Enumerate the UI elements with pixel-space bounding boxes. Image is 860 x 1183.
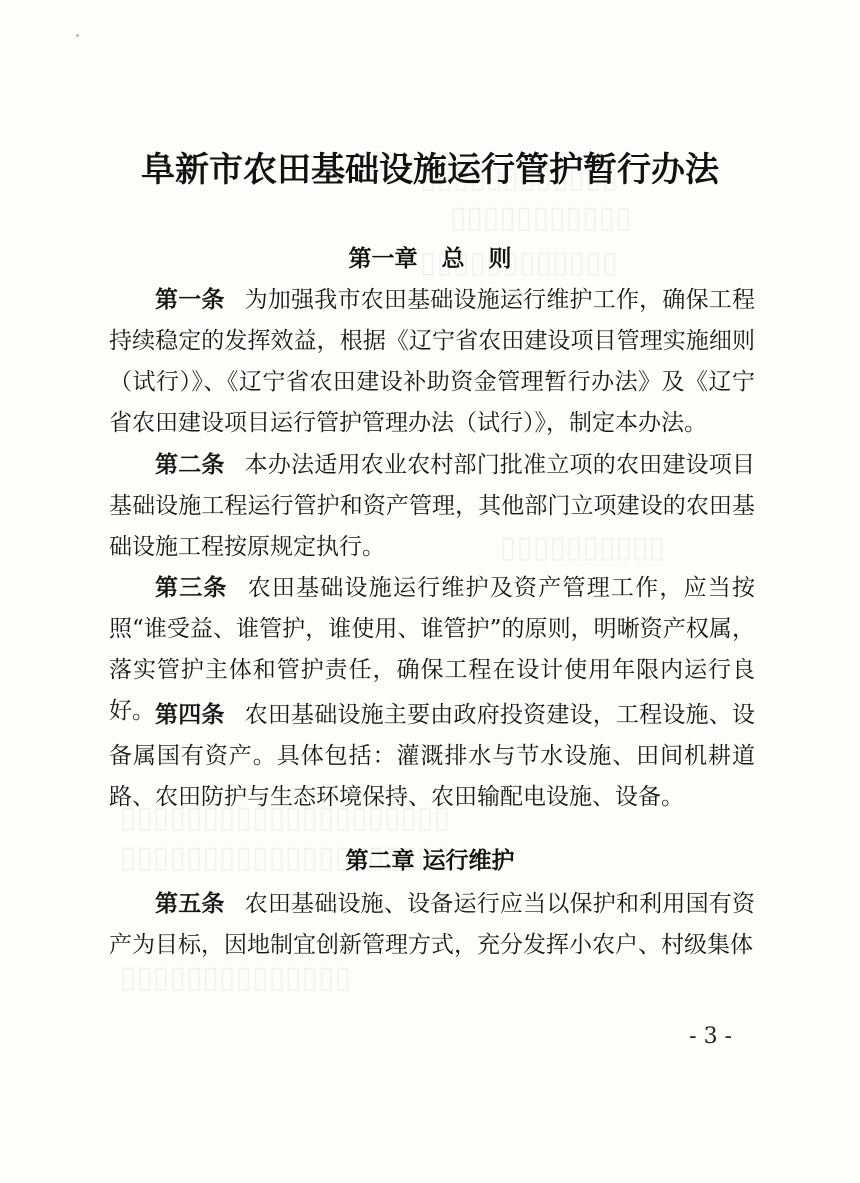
- article-paragraph: [109, 280, 755, 444]
- article-label: 第二条: [155, 452, 225, 478]
- bleed-through-text: [450, 200, 632, 235]
- page-number: - 3 -: [689, 1024, 732, 1049]
- chapter-heading: 第一章 总 则: [348, 246, 512, 272]
- chapter-heading: 第二章 运行维护: [345, 848, 515, 874]
- article-paragraph: [109, 695, 755, 818]
- article-label: 第一条: [155, 287, 225, 313]
- article-text: 农田基础设施、设备运行应当以保护和利用国有资产为目标，因地制宜创新管理方式，充分发挥小农户、村级集体: [109, 891, 755, 958]
- article-text: 农田基础设施运行维护及资产管理工作，应当按照“谁受益、谁管护，谁使用、谁管护”的原则，明晰资产权属，落实管护主体和管护责任，确保工程在设计使用年限内运行良好。: [109, 575, 756, 724]
- article-label: 第四条: [155, 702, 225, 728]
- article-label: 第五条: [155, 891, 225, 917]
- article-text: 为加强我市农田基础设施运行维护工作，确保工程持续稳定的发挥效益，根据《辽宁省农田建设项目管理实施细则（试行）》、《辽宁省农田建设补助资金管理暂行办法》及《辽宁省农田建设项目运行管护管理办法（试行）》，制定本办法。: [109, 287, 755, 436]
- article-paragraph: [109, 884, 755, 966]
- document-title: 阜新市农田基础设施运行管护暂行办法: [141, 150, 719, 190]
- scan-speck: [76, 34, 79, 37]
- article-text: 农田基础设施主要由政府投资建设，工程设施、设备属国有资产。具体包括：灌溉排水与节水设施、田间机耕道路、农田防护与生态环境保持、农田输配电设施、设备。: [109, 702, 755, 810]
- article-paragraph: [109, 445, 755, 568]
- article-text: 本办法适用农业农村部门批准立项的农田建设项目基础设施工程运行管护和资产管理，其他部门立项建设的农田基础设施工程按原规定执行。: [109, 452, 755, 560]
- article-label: 第三条: [155, 575, 228, 601]
